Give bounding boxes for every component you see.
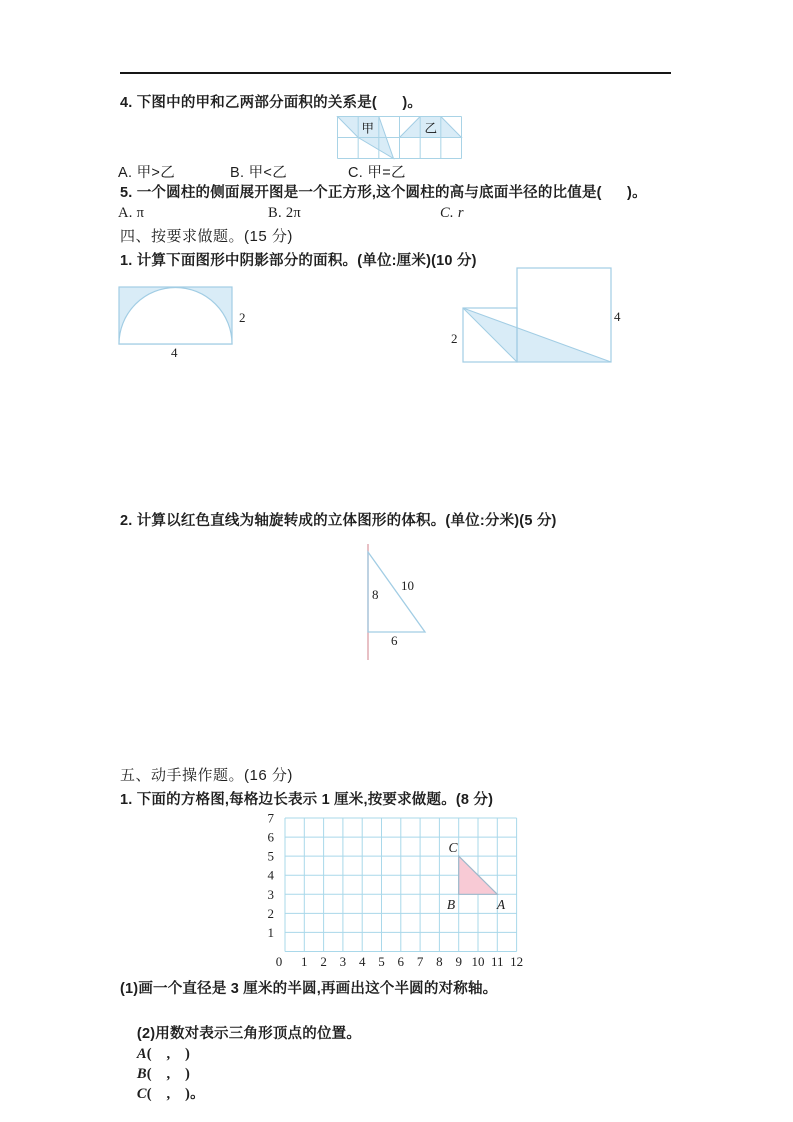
q4-option-b: B. 甲<乙	[230, 165, 287, 181]
axis-tick-label: 7	[267, 810, 274, 826]
shaded-rect-semicircle-svg	[118, 286, 258, 361]
axis-tick-label: 8	[436, 954, 443, 969]
q5-option-a: A. π	[118, 205, 145, 221]
axis-tick-label: 11	[491, 954, 504, 969]
fig2-large-side-label: 4	[614, 309, 621, 324]
point-b-blank: B( , )	[136, 1066, 191, 1082]
q4-option-a: A. 甲>乙	[118, 165, 175, 181]
axis-tick-label: 4	[358, 954, 366, 969]
sub-question-2-prefix: (2)用数对表示三角形顶点的位置。	[136, 1026, 362, 1042]
fig3-hypotenuse-label: 10	[401, 578, 414, 593]
question-5-text: 5. 一个圆柱的侧面展开图是一个正方形,这个圆柱的高与底面半径的比值是( )。	[120, 185, 647, 201]
area-comparison-figure-svg	[337, 116, 462, 159]
q4-option-c: C. 甲=乙	[348, 165, 406, 181]
sub-question-1: (1)画一个直径是 3 厘米的半圆,再画出这个半圆的对称轴。	[120, 981, 498, 997]
axis-tick-label: 6	[267, 829, 274, 845]
label-yi: 乙	[424, 121, 438, 136]
axis-tick-label: 2	[320, 954, 327, 969]
vertex-label-a: A	[496, 897, 506, 912]
fig3-vertical-leg-label: 8	[372, 587, 379, 602]
axis-tick-label: 5	[378, 954, 385, 969]
axis-tick-label: 10	[471, 954, 485, 969]
axis-tick-label: 12	[510, 954, 524, 969]
fig1-height-label: 2	[239, 310, 246, 325]
question-4-text: 4. 下图中的甲和乙两部分面积的关系是( )。	[120, 95, 423, 111]
section-5-item-1: 1. 下面的方格图,每格边长表示 1 厘米,按要求做题。(8 分)	[120, 792, 494, 808]
axis-tick-label: 3	[267, 886, 274, 902]
axis-tick-label: 2	[267, 905, 274, 921]
axis-tick-label: 1	[267, 924, 274, 940]
axis-tick-label: 4	[267, 867, 274, 883]
label-jia: 甲	[361, 121, 375, 136]
axis-tick-label: 5	[267, 848, 274, 864]
section-4-heading: 四、按要求做题。(15 分)	[120, 228, 293, 245]
vertex-label-b: B	[446, 897, 456, 912]
q5-option-c: C. r	[440, 205, 464, 221]
top-rule	[120, 72, 671, 74]
axis-tick-label: 3	[339, 954, 347, 969]
vertex-label-c: C	[448, 840, 458, 855]
fig1-base-label: 4	[171, 345, 178, 360]
coordinate-grid-svg	[250, 810, 535, 972]
section-5-heading: 五、动手操作题。(16 分)	[120, 767, 293, 784]
axis-tick-label: 0	[275, 954, 283, 969]
point-a-blank: A( , )	[136, 1046, 191, 1062]
rotation-figure-svg	[355, 542, 445, 662]
axis-tick-label: 7	[416, 954, 424, 969]
section-4-item-1: 1. 计算下面图形中阴影部分的面积。(单位:厘米)(10 分)	[120, 253, 477, 269]
axis-tick-label: 6	[397, 954, 405, 969]
q5-option-b: B. 2π	[268, 205, 301, 221]
axis-tick-label: 1	[301, 954, 308, 969]
sub-question-2	[120, 1004, 361, 1122]
axis-tick-label: 9	[455, 954, 462, 969]
shaded-triangle	[463, 308, 611, 362]
section-4-item-2: 2. 计算以红色直线为轴旋转成的立体图形的体积。(单位:分米)(5 分)	[120, 513, 557, 529]
fig2-small-side-label: 2	[451, 331, 458, 346]
squares-triangle-svg	[448, 264, 623, 366]
fig3-base-label: 6	[391, 633, 398, 648]
point-c-blank: C( , )。	[136, 1086, 205, 1102]
